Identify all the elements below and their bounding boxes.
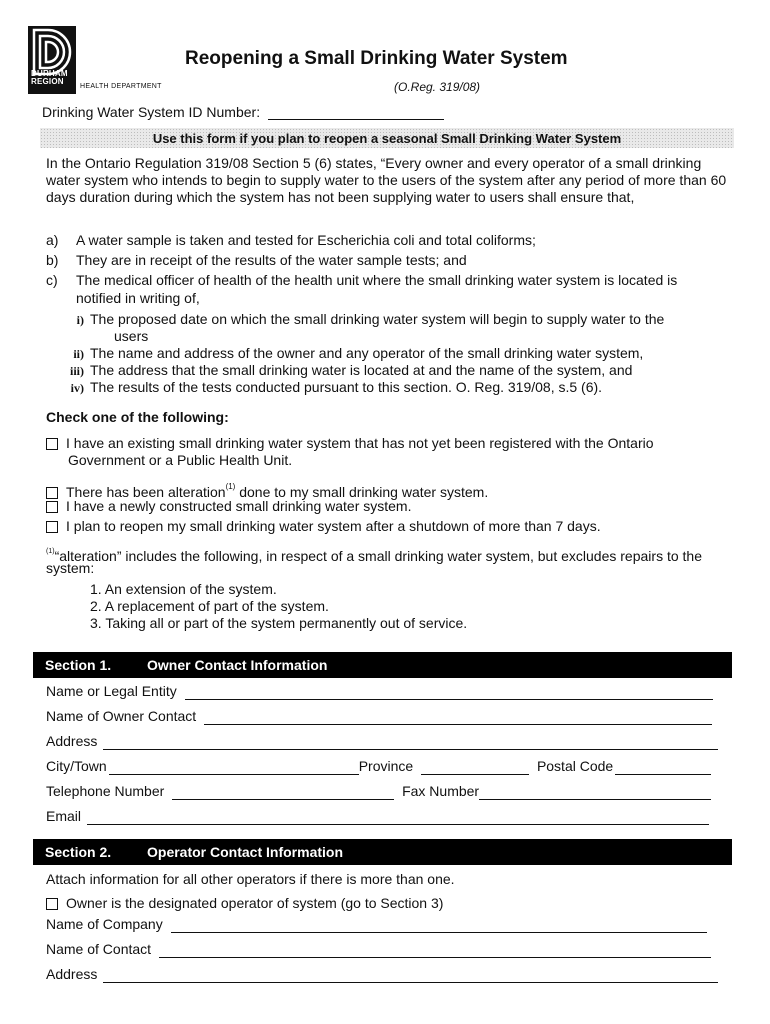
page-title: Reopening a Small Drinking Water System — [185, 48, 568, 69]
operator-contact-field[interactable] — [159, 943, 711, 958]
owner-contact-field[interactable] — [204, 710, 712, 725]
owner-operator-option: Owner is the designated operator of system (go to Section 3) — [46, 895, 443, 912]
logo-text: DURHAM REGION — [31, 69, 68, 86]
regulation-reference: (O.Reg. 319/08) — [394, 80, 481, 94]
subcondition-iv: iv) The results of the tests conducted pursuant to this section. O. Reg. 319/08, s.5 (6). — [70, 379, 603, 395]
banner-text: Use this form if you plan to reopen a seasonal Small Drinking Water System — [152, 131, 622, 146]
email-field[interactable] — [87, 810, 709, 825]
email-row: Email — [46, 808, 709, 825]
option-unregistered-cont: Government or a Public Health Unit. — [68, 452, 293, 468]
section-1-header: Section 1. Owner Contact Information — [33, 652, 732, 678]
footnote-alteration: $^{(1)}$“alteration” includes the following, in respect of a small drinking water system, but excludes repairs to the — [46, 548, 702, 564]
footnote-item: 2. A replacement of part of the system. — [90, 598, 329, 614]
operator-address-field[interactable] — [103, 968, 718, 983]
city-row: City/Town Province Postal Code — [46, 758, 711, 775]
option-new-system: I have a newly constructed small drinking water system. — [46, 498, 411, 515]
section-2-header: Section 2. Operator Contact Information — [33, 839, 732, 865]
subcondition-i-cont: users — [114, 328, 149, 344]
operator-contact-row: Name of Contact — [46, 941, 711, 958]
check-heading: Check one of the following: — [46, 409, 229, 425]
subcondition-ii: ii) The name and address of the owner and any operator of the small drinking water system, — [73, 345, 644, 361]
checkbox-new-system[interactable] — [46, 501, 58, 513]
legal-entity-field[interactable] — [185, 685, 713, 700]
intro-paragraph: In the Ontario Regulation 319/08 Section 5 (6) states, “Every owner and every operator of a small drinking water system who intends to begin to supply water to the users of the system after any period of more than 60 days duration during which the system has not been supplying water to users shall ensure that, — [46, 155, 727, 205]
option-alteration: There has been alteration$^{(1)}$ done to my small drinking water system. — [46, 478, 488, 501]
footnote-alteration-cont: system: — [46, 560, 95, 576]
checkbox-unregistered[interactable] — [46, 438, 58, 450]
footnote-item: 1. An extension of the system. — [90, 581, 277, 597]
owner-address-field[interactable] — [103, 735, 718, 750]
checkbox-reopen[interactable] — [46, 521, 58, 533]
condition-a: a) A water sample is taken and tested for Escherichia coli and total coliforms; — [46, 232, 536, 248]
department-name: HEALTH DEPARTMENT — [80, 83, 162, 90]
company-row: Name of Company — [46, 916, 707, 933]
option-unregistered: I have an existing small drinking water system that has not yet been registered with the Ontario — [46, 435, 654, 452]
fax-field[interactable] — [479, 785, 711, 800]
legal-entity-row: Name or Legal Entity — [46, 683, 713, 700]
postal-code-field[interactable] — [615, 760, 711, 775]
checkbox-owner-operator[interactable] — [46, 898, 58, 910]
condition-b: b) They are in receipt of the results of the water sample tests; and — [46, 252, 467, 268]
system-id-label: Drinking Water System ID Number: — [42, 104, 261, 120]
condition-c: c) The medical officer of health of the health unit where the small drinking water system is located is — [46, 272, 678, 288]
condition-c-cont: notified in writing of, — [76, 290, 200, 306]
subcondition-i: i) The proposed date on which the small drinking water system will begin to supply water to the — [76, 311, 665, 327]
telephone-field[interactable] — [172, 785, 394, 800]
subcondition-iii: iii) The address that the small drinking water is located at and the name of the system, and — [70, 362, 633, 378]
phone-row: Telephone Number Fax Number — [46, 783, 711, 800]
owner-address-row: Address — [46, 733, 718, 750]
system-id-row — [42, 104, 444, 120]
province-field[interactable] — [421, 760, 529, 775]
instruction-banner — [40, 128, 734, 148]
owner-contact-row: Name of Owner Contact — [46, 708, 712, 725]
system-id-field[interactable] — [268, 105, 444, 120]
option-reopen: I plan to reopen my small drinking water system after a shutdown of more than 7 days. — [46, 518, 601, 535]
operator-address-row: Address — [46, 966, 718, 983]
city-field[interactable] — [109, 760, 359, 775]
footnote-item: 3. Taking all or part of the system permanently out of service. — [90, 615, 468, 631]
attach-note: Attach information for all other operators if there is more than one. — [46, 871, 455, 887]
company-field[interactable] — [171, 918, 707, 933]
